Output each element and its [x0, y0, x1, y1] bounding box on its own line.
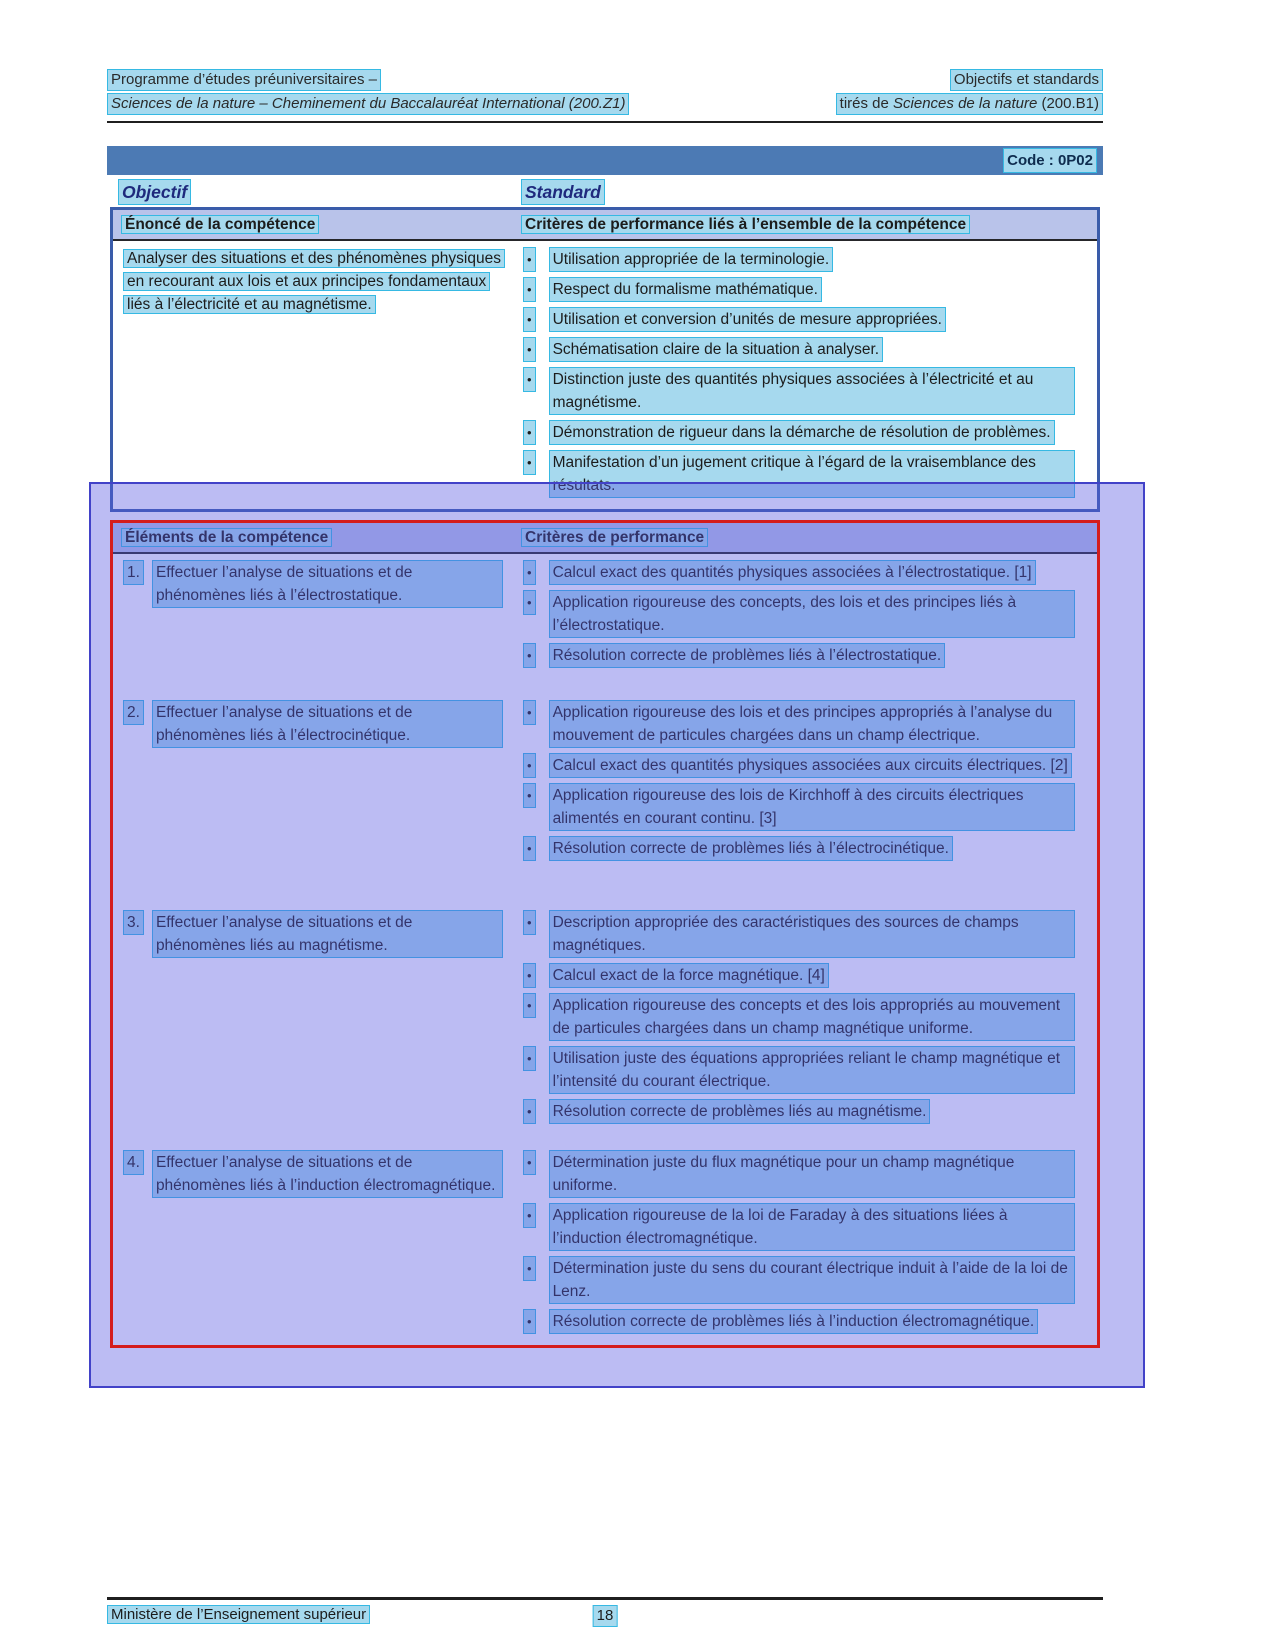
critere-item [523, 277, 1075, 302]
critere-item [523, 910, 1075, 958]
critere-text: Application rigoureuse de la loi de Faraday à des situations liées à l’induction électromagnétique. [549, 1203, 1075, 1251]
critere-text: Calcul exact de la force magnétique. [4] [549, 963, 829, 988]
criteres-cell [513, 241, 1097, 509]
header-program-title: Programme d’études préuniversitaires – [107, 69, 381, 91]
performance-cell [513, 554, 1097, 694]
critere-text: Résolution correcte de problèmes liés à l’induction électromagnétique. [549, 1309, 1039, 1334]
critere-item [523, 1203, 1075, 1251]
performance-cell [513, 1144, 1097, 1345]
footer-ministry: Ministère de l’Enseignement supérieur [107, 1605, 370, 1624]
competence-table-body [113, 241, 1097, 509]
critere-text: Utilisation juste des équations appropriées reliant le champ magnétique et l’intensité du courant électrique. [549, 1046, 1075, 1094]
performance-header-label: Critères de performance [521, 528, 708, 547]
critere-text: Application rigoureuse des lois de Kirchhoff à des circuits électriques alimentés en courant continu. [3] [549, 783, 1075, 831]
element-number: 3. [123, 910, 144, 935]
header-source-prefix: tirés de [839, 95, 894, 112]
critere-text: Calcul exact des quantités physiques associées aux circuits électriques. [2] [549, 753, 1072, 778]
critere-item [523, 643, 1075, 668]
critere-item [523, 560, 1075, 585]
bullet-icon: • [523, 783, 536, 808]
element-cell [113, 694, 513, 904]
critere-text: Calcul exact des quantités physiques associées à l’électrostatique. [1] [549, 560, 1036, 585]
element-cell [113, 554, 513, 694]
element-text: Effectuer l’analyse de situations et de phénomènes liés à l’induction électromagnétique. [152, 1150, 503, 1198]
header-program-subtitle: Sciences de la nature – Cheminement du Baccalauréat International (200.Z1) [107, 93, 629, 115]
critere-text: Schématisation claire de la situation à analyser. [549, 337, 884, 362]
elements-table-header [113, 523, 1097, 554]
element-cell [113, 1144, 513, 1345]
bullet-icon: • [523, 450, 536, 475]
code-label: Code : 0P02 [1003, 148, 1097, 173]
element-number: 2. [123, 700, 144, 725]
critere-item [523, 783, 1075, 831]
competence-table-header [113, 210, 1097, 241]
element-row-4 [113, 1144, 1097, 1345]
critere-item [523, 337, 1075, 362]
footer-row [107, 1605, 1103, 1625]
criteres-header-label: Critères de performance liés à l’ensemble de la compétence [521, 215, 970, 234]
column-titles [110, 179, 1100, 205]
enonce-header-cell [113, 213, 513, 236]
critere-item [523, 367, 1075, 415]
footer-rule [107, 1597, 1103, 1600]
elements-header-cell [113, 526, 513, 549]
critere-text: Utilisation appropriée de la terminologie. [549, 247, 834, 272]
critere-text: Résolution correcte de problèmes liés à l’électrostatique. [549, 643, 946, 668]
code-banner [107, 146, 1103, 175]
page-header [107, 69, 1103, 123]
critere-text: Résolution correcte de problèmes liés à l’électrocinétique. [549, 836, 953, 861]
critere-text: Description appropriée des caractéristiques des sources de champs magnétiques. [549, 910, 1075, 958]
element-row-1 [113, 554, 1097, 694]
critere-item [523, 700, 1075, 748]
bullet-icon: • [523, 590, 536, 615]
critere-item [523, 420, 1075, 445]
critere-item [523, 1099, 1075, 1124]
critere-text: Utilisation et conversion d’unités de mesure appropriées. [549, 307, 946, 332]
bullet-icon: • [523, 1150, 536, 1175]
critere-item [523, 307, 1075, 332]
page-number: 18 [593, 1605, 618, 1627]
critere-text: Détermination juste du flux magnétique pour un champ magnétique uniforme. [549, 1150, 1075, 1198]
performance-header-cell [513, 526, 1097, 549]
enonce-header-label: Énoncé de la compétence [121, 215, 319, 234]
bullet-icon: • [523, 910, 536, 935]
bullet-icon: • [523, 277, 536, 302]
bullet-icon: • [523, 307, 536, 332]
critere-text: Démonstration de rigueur dans la démarche de résolution de problèmes. [549, 420, 1055, 445]
critere-text: Résolution correcte de problèmes liés au magnétisme. [549, 1099, 931, 1124]
element-number: 1. [123, 560, 144, 585]
header-objectifs-label: Objectifs et standards [950, 69, 1103, 91]
critere-item [523, 1309, 1075, 1334]
bullet-icon: • [523, 337, 536, 362]
bullet-icon: • [523, 247, 536, 272]
header-source-title: Sciences de la nature [893, 95, 1038, 112]
header-line-2 [107, 93, 1103, 115]
element-row-2 [113, 694, 1097, 904]
elements-header-label: Éléments de la compétence [121, 528, 332, 547]
elements-table [110, 520, 1100, 1348]
critere-item [523, 450, 1075, 498]
enonce-text: Analyser des situations et des phénomènes physiques en recourant aux lois et aux principes fondamentaux liés à l’électricité et au magnétisme. [123, 249, 505, 314]
page-footer [107, 1597, 1103, 1625]
bullet-icon: • [523, 836, 536, 861]
bullet-icon: • [523, 367, 536, 392]
critere-item [523, 993, 1075, 1041]
bullet-icon: • [523, 1309, 536, 1334]
critere-item [523, 1256, 1075, 1304]
critere-item [523, 1150, 1075, 1198]
critere-item [523, 836, 1075, 861]
critere-text: Application rigoureuse des concepts et des lois appropriés au mouvement de particules chargées dans un champ magnétique uniforme. [549, 993, 1075, 1041]
element-text: Effectuer l’analyse de situations et de phénomènes liés à l’électrocinétique. [152, 700, 503, 748]
bullet-icon: • [523, 1256, 536, 1281]
critere-item [523, 590, 1075, 638]
bullet-icon: • [523, 753, 536, 778]
elements-table-region [110, 520, 1100, 1348]
bullet-icon: • [523, 1046, 536, 1071]
bullet-icon: • [523, 1099, 536, 1124]
critere-item [523, 1046, 1075, 1094]
standard-title: Standard [521, 179, 605, 205]
header-source-suffix: (200.B1) [1037, 95, 1099, 112]
bullet-icon: • [523, 420, 536, 445]
critere-text: Application rigoureuse des lois et des principes appropriés à l’analyse du mouvement de particules chargées dans un champ électrique. [549, 700, 1075, 748]
bullet-icon: • [523, 993, 536, 1018]
header-source-label [836, 93, 1103, 115]
header-line-1 [107, 69, 1103, 91]
bullet-icon: • [523, 1203, 536, 1228]
performance-cell [513, 694, 1097, 904]
bullet-icon: • [523, 560, 536, 585]
critere-text: Application rigoureuse des concepts, des lois et des principes liés à l’électrostatique. [549, 590, 1075, 638]
objectif-title: Objectif [118, 179, 191, 205]
element-text: Effectuer l’analyse de situations et de phénomènes liés au magnétisme. [152, 910, 503, 958]
critere-text: Respect du formalisme mathématique. [549, 277, 822, 302]
element-text: Effectuer l’analyse de situations et de phénomènes liés à l’électrostatique. [152, 560, 503, 608]
critere-text: Manifestation d’un jugement critique à l’égard de la vraisemblance des résultats. [549, 450, 1075, 498]
bullet-icon: • [523, 963, 536, 988]
element-row-3 [113, 904, 1097, 1144]
competence-table [110, 207, 1100, 512]
element-cell [113, 904, 513, 1144]
bullet-icon: • [523, 643, 536, 668]
critere-item [523, 753, 1075, 778]
criteres-header-cell [513, 213, 1097, 236]
bullet-icon: • [523, 700, 536, 725]
element-number: 4. [123, 1150, 144, 1175]
performance-cell [513, 904, 1097, 1144]
critere-item [523, 963, 1075, 988]
critere-text: Distinction juste des quantités physiques associées à l’électricité et au magnétisme. [549, 367, 1075, 415]
enonce-cell [113, 241, 513, 509]
critere-item [523, 247, 1075, 272]
critere-text: Détermination juste du sens du courant électrique induit à l’aide de la loi de Lenz. [549, 1256, 1075, 1304]
